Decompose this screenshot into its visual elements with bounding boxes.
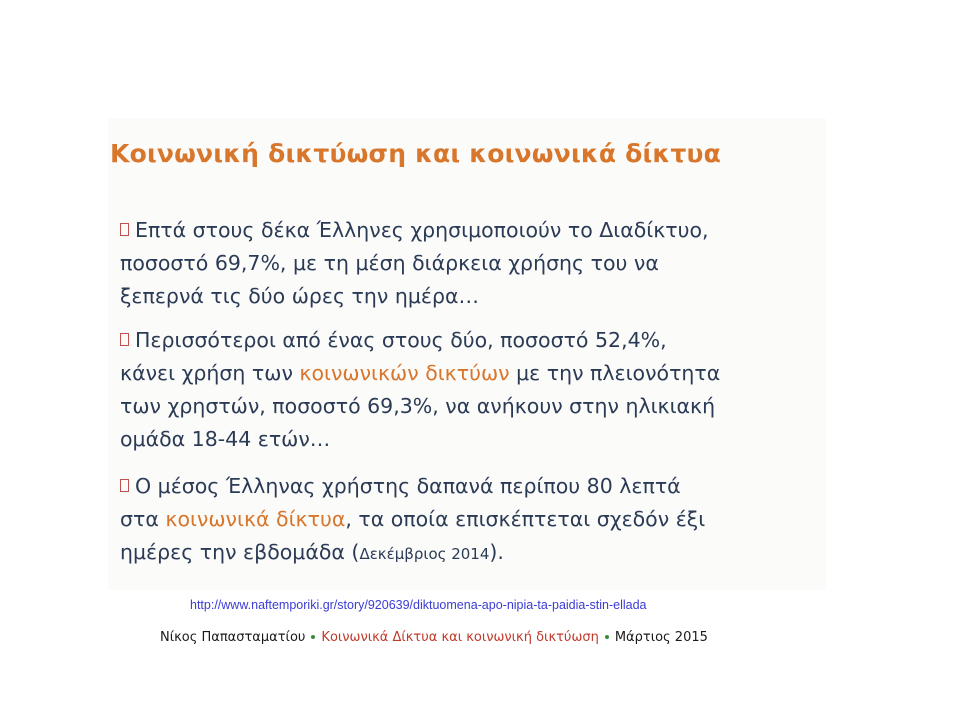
bullet-text: των χρηστών, ποσοστό 69,3%, να ανήκουν στην ηλικιακή xyxy=(120,394,716,418)
footer-author: Νίκος Παπασταματίου xyxy=(160,630,306,645)
bullet-text: ). xyxy=(489,540,504,564)
bullet-item-2 xyxy=(120,324,820,456)
bullet-text: Περισσότεροι από ένας στους δύο, ποσοστό 52,4%, xyxy=(135,328,667,352)
bullet-box-icon xyxy=(120,333,129,346)
bullet-item-3 xyxy=(120,470,820,571)
bullet-box-icon xyxy=(120,223,129,236)
highlight-text: κοινωνικά δίκτυα xyxy=(165,507,346,531)
footer-course: Κοινωνικά Δίκτυα και κοινωνική δικτύωση xyxy=(321,630,599,645)
bullet-text: ομάδα 18-44 ετών… xyxy=(120,427,331,451)
separator-dot-icon xyxy=(605,635,609,639)
bullet-text: κάνει χρήση των xyxy=(120,361,300,385)
bullet-text: Επτά στους δέκα Έλληνες χρησιμοποιούν το Διαδίκτυο, xyxy=(135,218,709,242)
highlight-text: κοινωνικών δικτύων xyxy=(299,361,510,385)
bullet-text: ξεπερνά τις δύο ώρες την ημέρα… xyxy=(120,284,479,308)
slide-title: Κοινωνική δικτύωση και κοινωνικά δίκτυα xyxy=(110,139,722,168)
bullet-list xyxy=(120,214,820,582)
date-text: Δεκέμβριος 2014 xyxy=(359,545,490,563)
footer-date: Μάρτιος 2015 xyxy=(614,630,708,645)
bullet-text: στα xyxy=(120,507,166,531)
bullet-text: , τα οποία επισκέπτεται σχεδόν έξι xyxy=(345,507,706,531)
separator-dot-icon xyxy=(311,635,315,639)
footer xyxy=(160,630,708,645)
bullet-text: ποσοστό 69,7%, με τη μέση διάρκεια χρήσης του να xyxy=(120,251,659,275)
bullet-text: ημέρες την εβδομάδα ( xyxy=(120,540,360,564)
source-link[interactable]: http://www.naftemporiki.gr/story/920639/diktuomena-apo-nipia-ta-paidia-stin-ellada xyxy=(190,598,647,612)
bullet-item-1 xyxy=(120,214,820,313)
bullet-box-icon xyxy=(120,479,129,492)
bullet-text: με την πλειονότητα xyxy=(509,361,721,385)
bullet-text: Ο μέσος Έλληνας χρήστης δαπανά περίπου 80 λεπτά xyxy=(135,474,681,498)
